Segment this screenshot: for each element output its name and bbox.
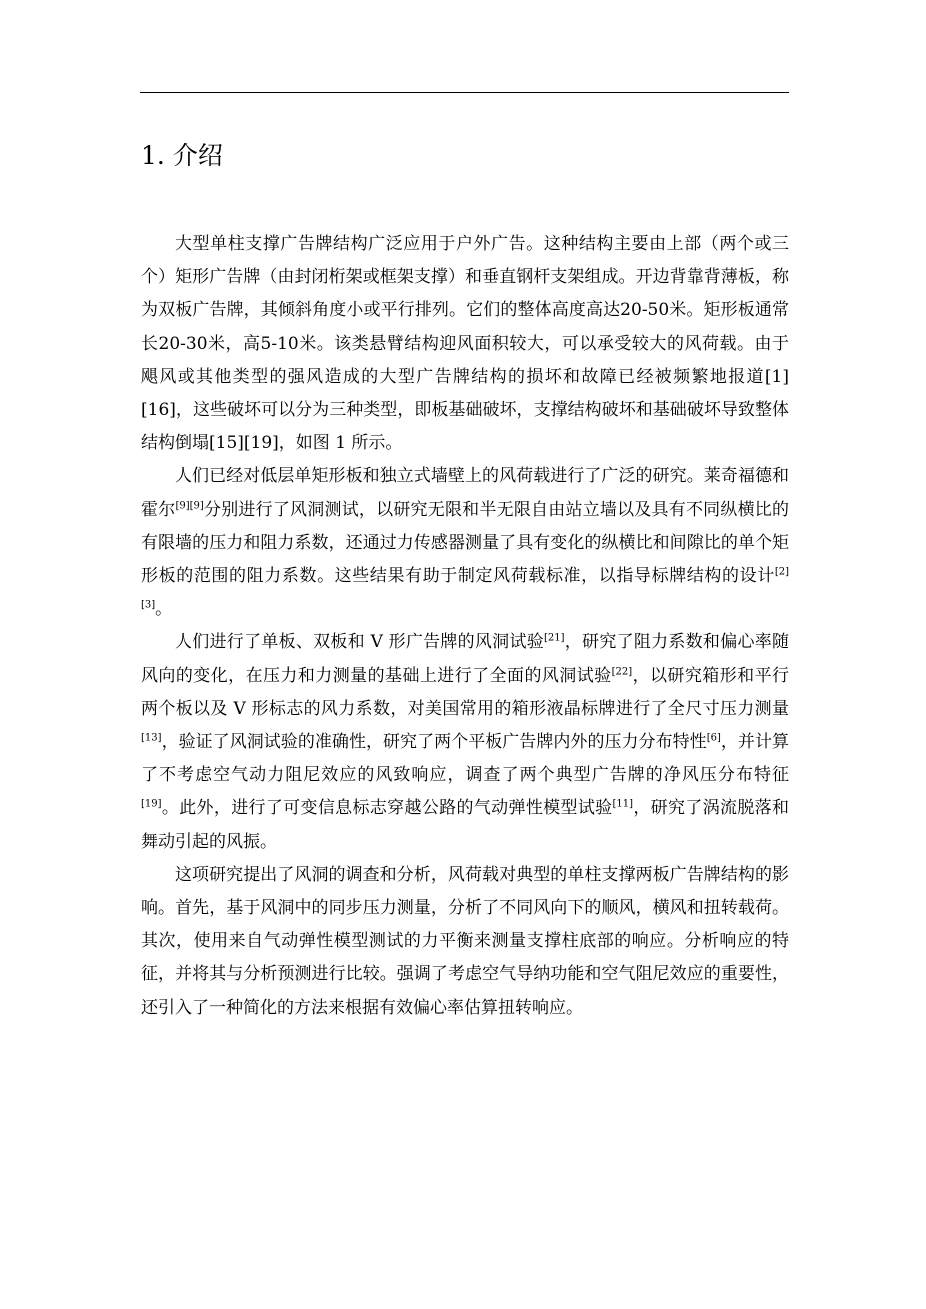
text-run: 。 <box>155 599 173 620</box>
text-run: ，研究了涡流脱落和舞动引起的风振。 <box>141 798 789 852</box>
paragraph-4 <box>141 859 789 1025</box>
citation-superscript: [19] <box>141 798 162 810</box>
section-title: 介绍 <box>172 141 223 170</box>
text-run: 大型单柱支撑广告牌结构广泛应用于户外广告。这种结构主要由上部（两个或三个）矩形广告牌（由封闭桁架或框架支撑）和垂直钢杆支架组成。开边背靠背薄板，称为双板广告牌，其倾斜角度小或平行排列。它们的整体高度高达20-50米。矩形板通常长20-30米，高5-10米。该类悬臂结构迎风面积较大，可以承受较大的风荷载。由于飓风或其他类型的强风造成的大型广告牌结构的损坏和故障已经被频繁地报道[1][16]，这些破坏可以分为三种类型，即板基础破坏，支撑结构破坏和基础破坏导致整体结构倒塌[15][19]，如图 1 所示。 <box>141 234 789 454</box>
text-run: 分别进行了风洞测试，以研究无限和半无限自由站立墙以及具有不同纵横比的有限墙的压力和阻力系数，还通过力传感器测量了具有变化的纵横比和间隙比的单个矩形板的范围的阻力系数。这些结果有助于制定风荷载标准，以指导标牌结构的设计 <box>141 499 790 587</box>
citation-superscript: [6] <box>706 732 721 744</box>
citation-superscript: [22] <box>611 665 633 677</box>
text-run: 人们进行了单板、双板和 V 形广告牌的风洞试验 <box>175 632 544 653</box>
text-run: ，验证了风洞试验的准确性，研究了两个平板广告牌内外的压力分布特性 <box>161 732 707 753</box>
text-run: ，以研究箱形和平行两个板以及 V 形标志的风力系数，对美国常用的箱形液晶标牌进行了全尺寸压力测量 <box>141 665 790 719</box>
citation-superscript: [13] <box>141 732 162 744</box>
text-run: 。此外，进行了可变信息标志穿越公路的气动弹性模型试验 <box>161 798 613 819</box>
citation-superscript: [21] <box>543 632 565 644</box>
text-run: 这项研究提出了风洞的调查和分析，风荷载对典型的单柱支撑两板广告牌结构的影响。首先，基于风洞中的同步压力测量，分析了不同风向下的顺风，横风和扭转载荷。其次，使用来自气动弹性模型测试的力平衡来测量支撑柱底部的响应。分析响应的特征，并将其与分析预测进行比较。强调了考虑空气导纳功能和空气阻尼效应的重要性，还引入了一种简化的方法来根据有效偏心率估算扭转响应。 <box>141 864 789 1018</box>
text-run: 人们已经对低层单矩形板和独立式墙壁上的风荷载进行了广泛的研究。莱奇福德和霍尔 <box>141 466 789 520</box>
body-text <box>141 228 789 1025</box>
citation-superscript: [11] <box>612 798 634 810</box>
citation-superscript: [9][9] <box>175 499 204 511</box>
section-number: 1. <box>141 141 165 170</box>
text-run: ，并计算了不考虑空气动力阻尼效应的风致响应，调查了两个典型广告牌的净风压分布特征 <box>141 732 789 786</box>
section-heading <box>141 136 223 176</box>
header-rule <box>140 92 789 93</box>
citation-superscript: [2][3] <box>141 566 789 611</box>
paragraph-1 <box>141 228 789 460</box>
paragraph-3 <box>141 626 789 858</box>
text-run: ，研究了阻力系数和偏心率随风向的变化，在压力和力测量的基础上进行了全面的风洞试验 <box>141 632 789 686</box>
paragraph-2 <box>141 460 789 626</box>
